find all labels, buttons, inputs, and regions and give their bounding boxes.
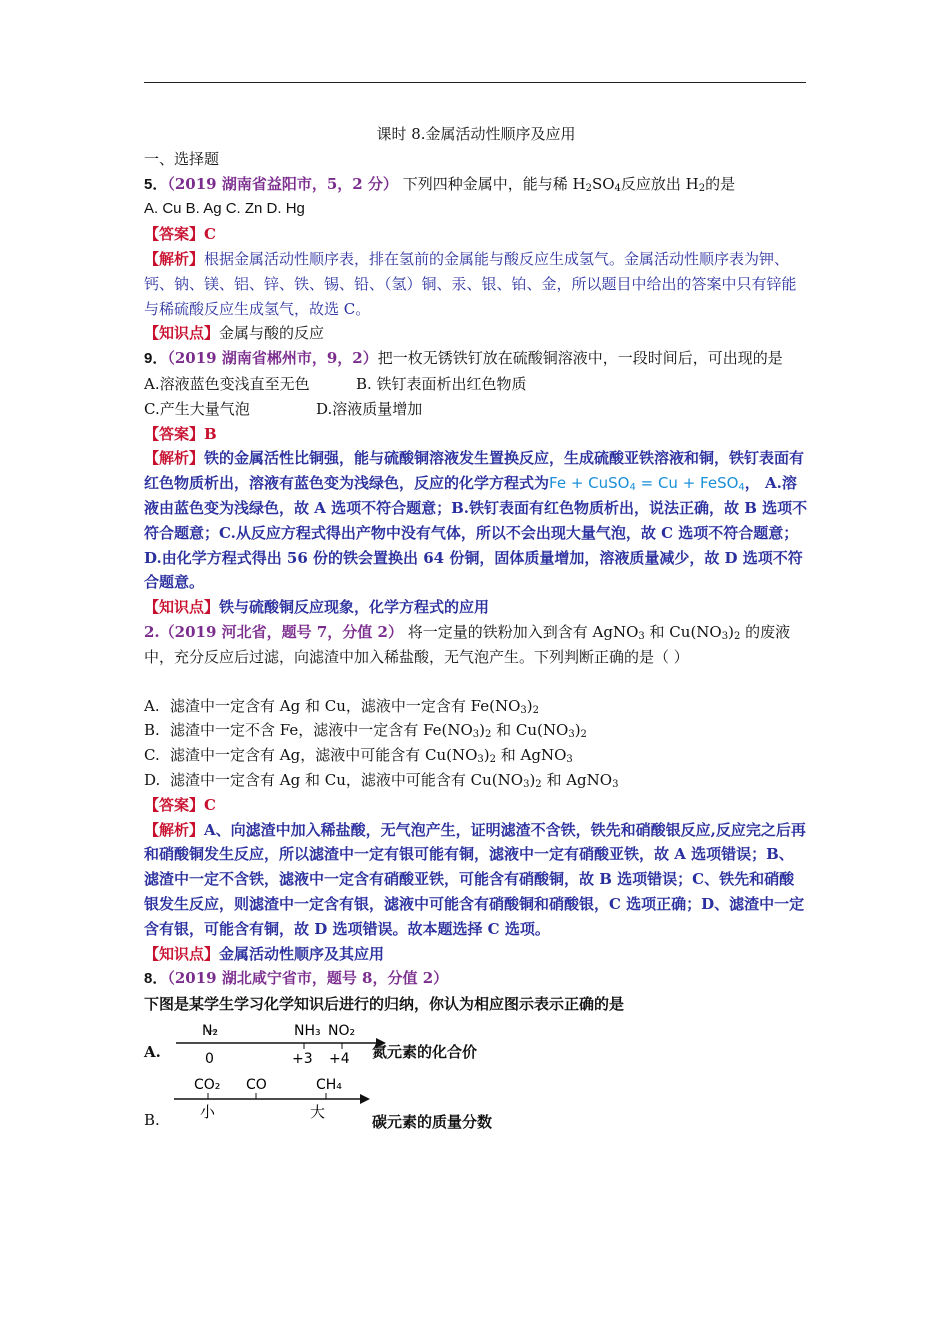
question-source: （2019 湖南省益阳市，5，2 分） — [167, 174, 398, 193]
axis-value-0: 0 — [205, 1050, 214, 1067]
question-2-option-b: B. 滤渣中一定不含 Fe，滤液中一定含有 $Fe(NO_3)_2$ 和 $Cu(NO_3)_2$ — [144, 721, 587, 741]
question-9-stem: 9．（2019 湖南省郴州市，9，2）把一枚无锈铁钉放在硫酸铜溶液中，一段时间后，可出现的是 — [144, 349, 783, 368]
question-8-header: 8．（2019 湖北咸宁省市，题号 8，分值 2） — [144, 969, 449, 988]
page-title: 课时 8.金属活动性顺序及应用 — [376, 125, 576, 143]
question-2-option-d: D. 滤渣中一定含有 Ag 和 Cu，滤液中可能含有 $Cu(NO_3)_2$ 和 AgNO$_3$ — [144, 770, 619, 790]
answer-label: 【答案】C — [144, 795, 216, 814]
question-9-options-row1: A.溶液蓝色变浅直至无色 B. 铁钉表面析出红色物质 — [144, 374, 527, 393]
axis-item-no2: NO₂ — [328, 1022, 356, 1039]
option-b-description: 碳元素的质量分数 — [372, 1112, 493, 1131]
axis-value-plus3: +3 — [292, 1050, 313, 1067]
axis-item-ch4: CH₄ — [316, 1076, 342, 1093]
axis-item-co: CO — [246, 1076, 267, 1093]
axis-label-large: 大 — [310, 1102, 326, 1121]
analysis-paragraph: 【解析】A、向滤渣中加入稀盐酸，无气泡产生，证明滤渣不含铁，铁先和硝酸银反应,反应完之后再和硝酸铜发生反应，所以滤渣中一定有银可能有铜，滤液中一定有硝酸亚铁，故 A 选项错误；B、滤渣中一定不含铁，滤液中一定含有硝酸亚铁，可能含有硝酸铜，故 B 选项错误；C、铁先和硝酸银发生反应，则滤渣中一定含有银，滤液中可能含有硝酸铜和硝酸银，C 选项正确；D、滤渣中一定含有银，可能含有铜，故 D 选项错误。故本题选择 C 选项。 — [144, 820, 806, 938]
question-5-options: A. Cu B. Ag C. Zn D. Hg — [144, 200, 305, 218]
analysis-paragraph: 【解析】铁的金属活性比铜强，能与硫酸铜溶液发生置换反应，生成硫酸亚铁溶液和铜，铁钉表面有红色物质析出，溶液有蓝色变为浅绿色，反应的化学方程式为Fe + CuSO$_4$ = Cu + FeSO$_4$， A.溶液由蓝色变为浅绿色，故 A 选项不符合题意；B.铁钉表面有红色物质析出，说法正确，故 B 选项不符合题意；C.从反应方程式得出产物中没有气体，所以不会出现大量气泡，故 C 选项不符合题意；D.由化学方程式得出 56 份的铁会置换出 64 份铜，固体质量增加，溶液质量减少，故 D 选项不符合题意。 — [144, 449, 808, 592]
question-number: 5． — [144, 175, 168, 193]
question-2-option-a: A. 滤渣中一定含有 Ag 和 Cu，滤液中一定含有 $Fe(NO_3)_2$ — [144, 696, 539, 716]
question-2-option-c: C. 滤渣中一定含有 Ag，滤液中可能含有 $Cu(NO_3)_2$ 和 AgNO$_3$ — [144, 746, 573, 766]
knowledge-point: 【知识点】金属活动性顺序及其应用 — [144, 944, 385, 963]
knowledge-point: 【知识点】金属与酸的反应 — [144, 324, 325, 343]
question-8-stem: 下图是某学生学习化学知识后进行的归纳，你认为相应图示表示正确的是 — [144, 995, 625, 1014]
answer-label: 【答案】B — [144, 424, 217, 443]
question-8-option-b: B. CO₂ CO CH₄ 小 大 碳元素的质量分数 — [144, 1076, 493, 1131]
header-rule — [144, 82, 806, 83]
answer-label: 【答案】C — [144, 225, 216, 244]
knowledge-point: 【知识点】铁与硫酸铜反应现象，化学方程式的应用 — [144, 598, 490, 617]
question-5-stem: 5．（2019 湖南省益阳市，5，2 分） 下列四种金属中，能与稀 $H_2SO_4$反应放出 $H_2$的是 — [144, 174, 736, 194]
axis-value-plus4: +4 — [329, 1050, 350, 1067]
question-8-option-a: A. N₂ NH₃ NO₂ 0 +3 +4 氮元素的化合价 — [144, 1017, 808, 1075]
carbon-mass-fraction-axis — [172, 1075, 372, 1133]
option-a-description: 氮元素的化合价 — [372, 1042, 478, 1061]
axis-item-n2: N₂ — [202, 1022, 219, 1039]
axis-item-co2: CO₂ — [194, 1076, 221, 1093]
analysis-paragraph: 【解析】根据金属活动性顺序表，排在氢前的金属能与酸反应生成氢气。金属活动性顺序表为钾、钙、钠、镁、铝、锌、铁、锡、铅、（氢）铜、汞、银、铂、金，所以题目中给出的答案中只有锌能与稀硫酸反应生成氢气，故选 C。 — [144, 249, 797, 318]
axis-label-small: 小 — [200, 1102, 216, 1121]
document-page — [144, 122, 808, 1137]
question-2-stem: 2.（2019 河北省，题号 7，分值 2） 将一定量的铁粉加入到含有 AgNO$_3$ 和 $Cu(NO_3)_2$ 的废液中，充分反应后过滤，向滤渣中加入稀盐酸，无气泡产生。下列判断正确的是（ ） — [144, 622, 791, 666]
nitrogen-valence-axis — [166, 1017, 386, 1075]
section-heading: 一、选择题 — [144, 149, 220, 168]
axis-item-nh3: NH₃ — [294, 1022, 321, 1039]
question-9-options-row2: C.产生大量气泡 D.溶液质量增加 — [144, 399, 423, 418]
